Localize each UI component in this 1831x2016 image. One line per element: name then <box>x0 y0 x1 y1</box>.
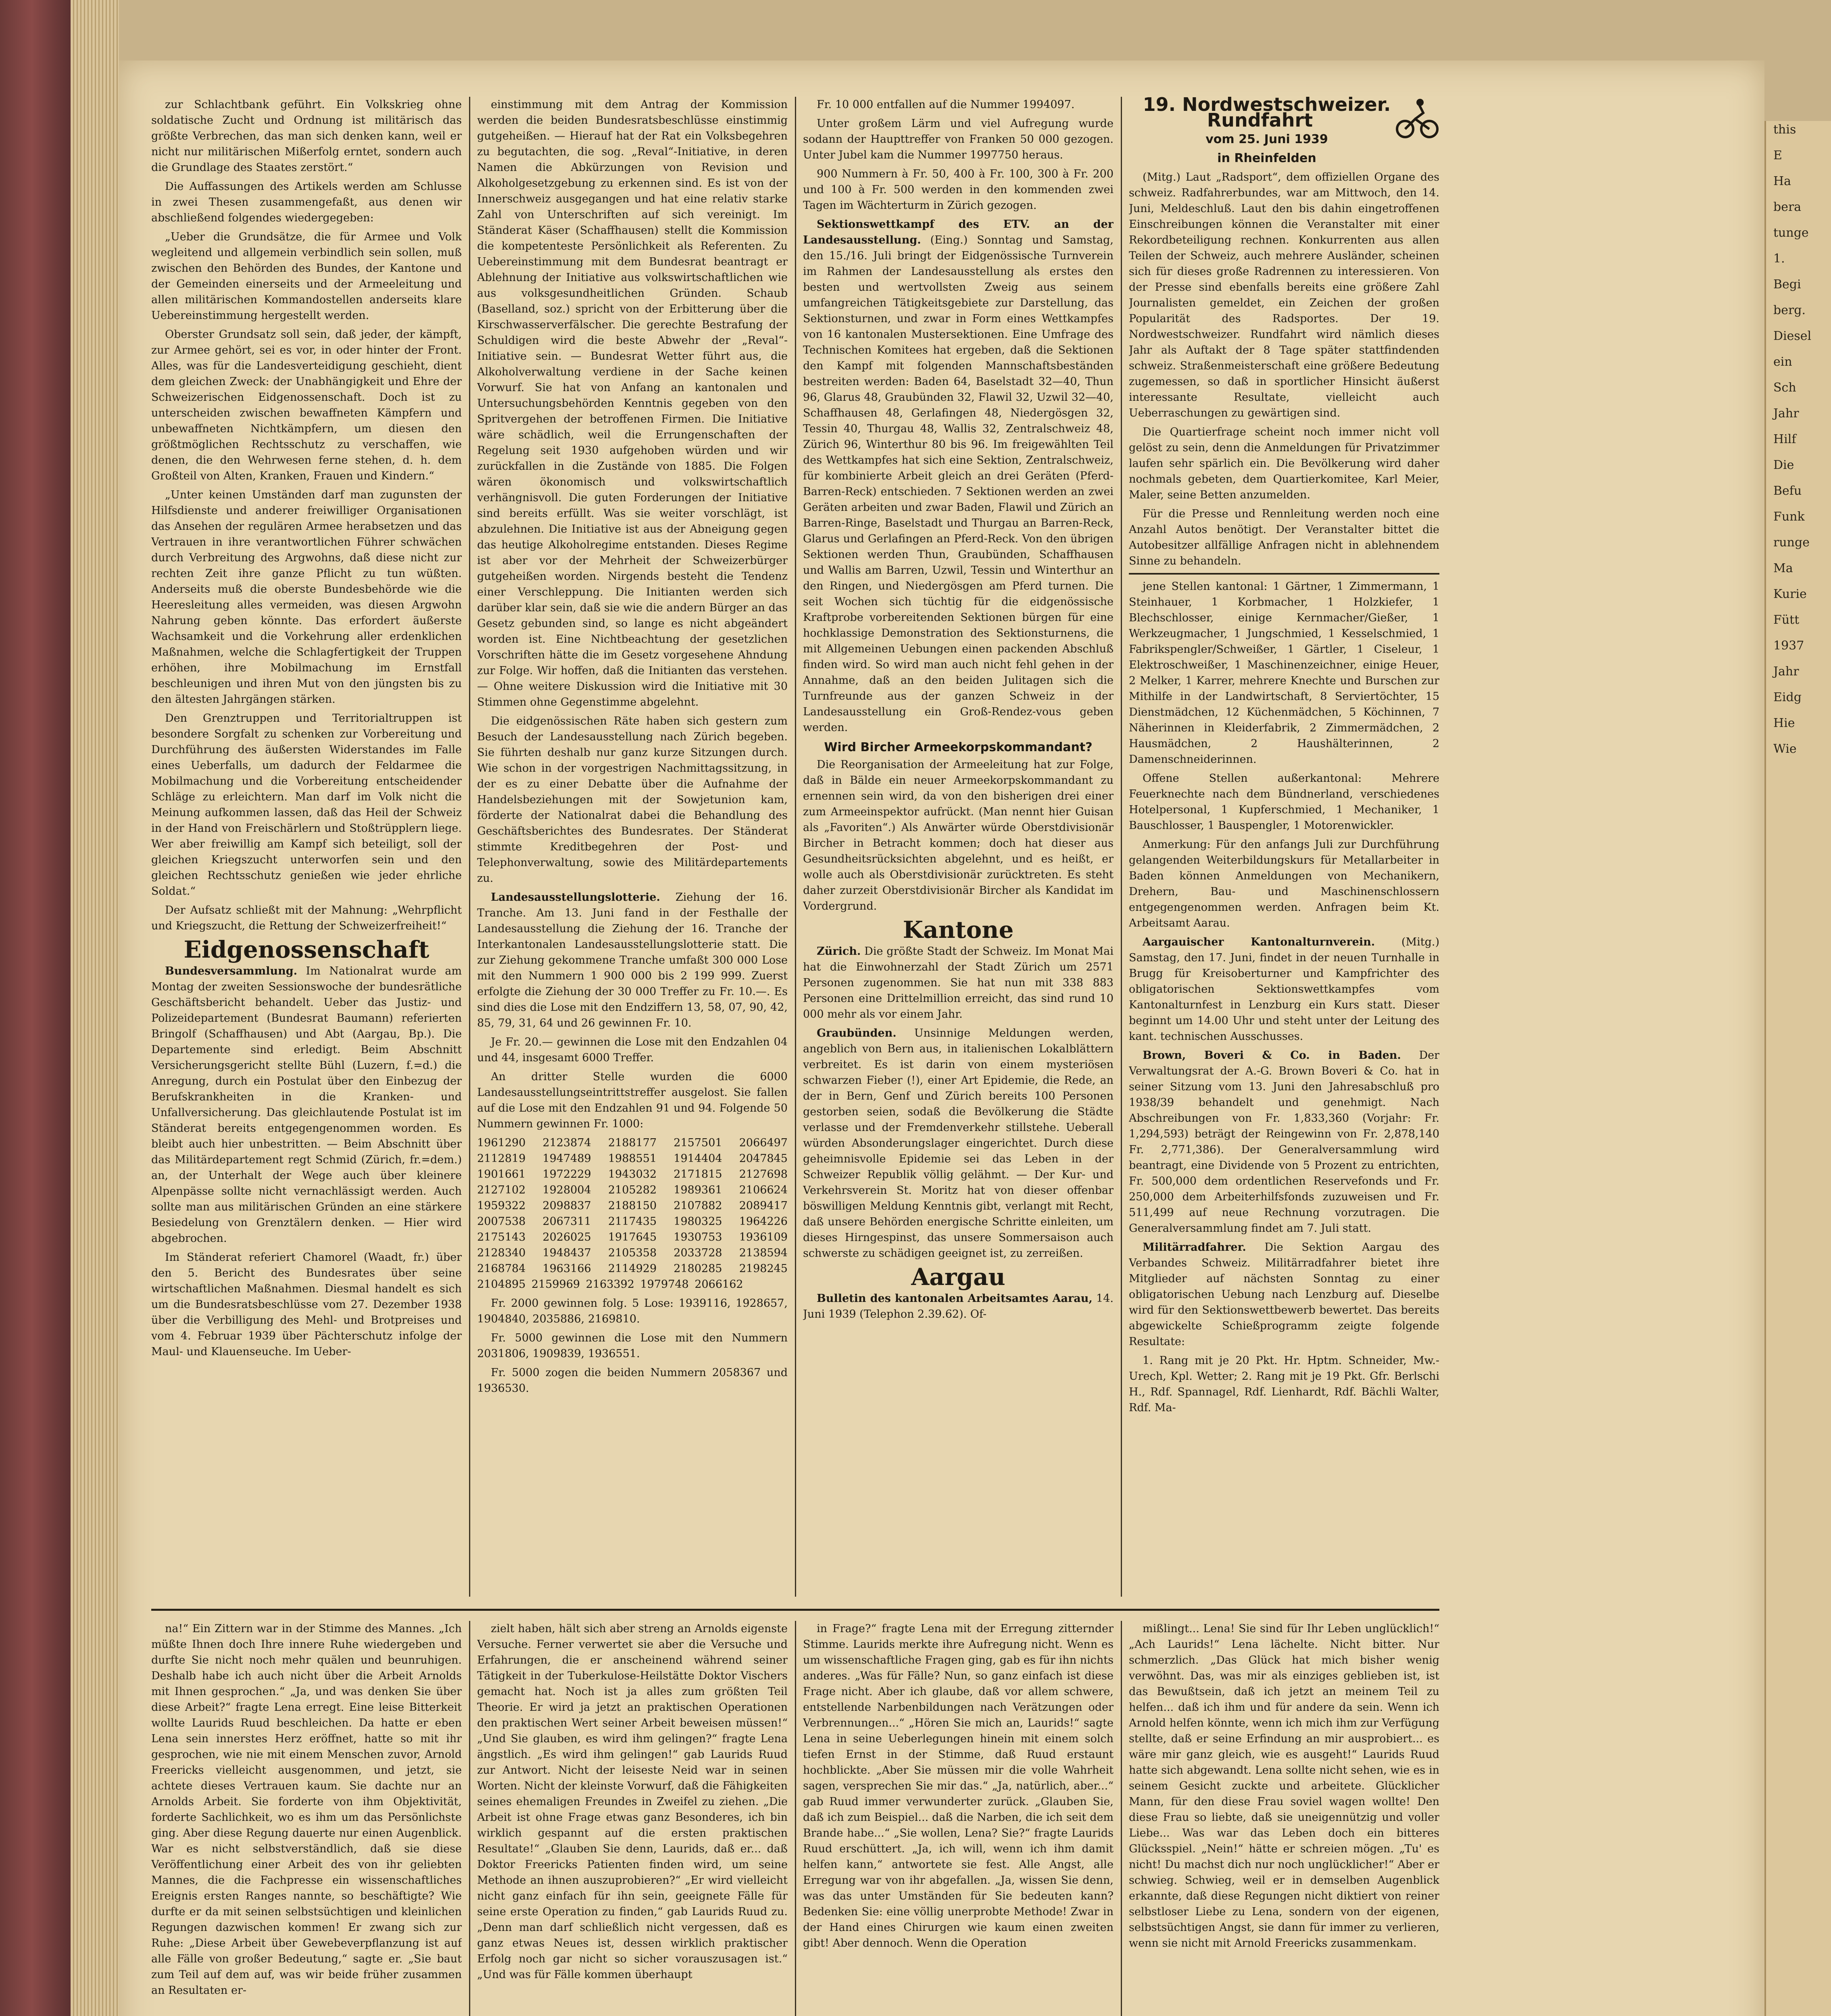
book-spine <box>0 0 71 2016</box>
fragment-text: Ma <box>1773 561 1793 575</box>
fragment-text: Eidg <box>1773 690 1802 704</box>
article-text: Die Auffassungen des Artikels werden am Schlusse in zwei Thesen zusammengefaßt, aus denen wir abschließend folgendes wiedergegeben: <box>151 180 462 224</box>
article-title: Bundesversammlung. <box>165 965 298 977</box>
column-2 <box>477 97 788 1597</box>
column-1 <box>151 97 462 1597</box>
article-text: 1. Rang mit je 20 Pkt. Hr. Hptm. Schneider, Mw.-Urech, Kpl. Wetter; 2. Rang mit je 19 Pkt. Gfr. Berlschi H., Rdf. Spannagel, Rdf. Lienhardt, Rdf. Bächli Walter, Rdf. Ma- <box>1129 1354 1439 1414</box>
article-text: zur Schlachtbank geführt. Ein Volkskrieg ohne soldatische Zucht und Ordnung ist militärisch das größte Verbrechen, das man sich denken kann, weil er nicht nur militärischen Mißerfolg erntet, sondern auch die Grundlage des Staates zerstört.“ <box>151 98 462 174</box>
article-text: Offene Stellen außerkantonal: Mehrere Feuerknechte nach dem Bündnerland, verschiedenes Hotelpersonal, 1 Kupferschmied, 1 Mechaniker, 1 Bauschlosser, 1 Bauspengler, 1 Motorenwickler. <box>1129 772 1439 832</box>
article-text: (Mitg.) Laut „Radsport“, dem offiziellen Organe des schweiz. Radfahrerbundes, war am Mittwoch, den 14. Juni, Meldeschluß. Laut den bis dahin eingetroffenen Einschreibungen können die Veranstalter mit einer Rekordbeteiligung rechnen. Konkurrenten aus allen Teilen der Schweiz, auch mehrere Ausländer, scheinen sich für dieses große Radrennen zu interessieren. Von der Presse sind ebenfalls bereits eine größere Zahl Journalisten gemeldet, ein Zeichen der großen Popularität des Radsportes. Der 19. Nordwestschweizer. Rundfahrt wird nämlich dieses Jahr als Auftakt der 8 Tage später stattfindenden schweiz. Straßenmeisterschaft eine größere Bedeutung zugemessen, so daß in sportlicher Hinsicht äußerst interessante Resultate, vielleicht auch Ueberraschungen zu gewärtigen sind. <box>1129 171 1439 419</box>
rundfahrt-headline: 19. Nordwestschweizer. Rundfahrt <box>1143 97 1391 131</box>
adjacent-page-fragment <box>1764 121 1831 2016</box>
column-rule <box>1121 1621 1122 2016</box>
fragment-text: Hie <box>1773 716 1795 730</box>
column-3 <box>803 97 1114 1597</box>
column-rule <box>469 1621 470 2016</box>
fragment-text: runge <box>1773 535 1810 550</box>
article-text: Die Quartierfrage scheint noch immer nicht voll gelöst zu sein, denn die Anmeldungen für Privatzimmer laufen sehr spärlich ein. Die Bevölkerung wird daher nochmals gebeten, dem Quartierkomitee, Karl Meier, Maler, seine Betten anzumelden. <box>1129 426 1439 501</box>
newspaper-page <box>119 60 1764 2016</box>
section-divider <box>1129 573 1439 575</box>
article-title: Aargauischer Kantonalturnverein. <box>1143 936 1375 948</box>
story-text: mißlingt... Lena! Sie sind für Ihr Leben unglücklich!“ „Ach Laurids!“ Lena lächelte. Nicht bitter. Nur schmerzlich. „Das Glück hat mich bisher wenig verwöhnt. Das, was mir als einziges geblieben ist, ist das Bewußtsein, daß ich jetzt an meinem Teil zu helfen... daß ich ihm und für andere da sein. Wenn ich Arnold helfen könnte, wenn ich mich ihm zur Verfügung stellte, daß er seine Erfindung an mir ausprobiert... es wäre mir ganz gleich, wie es ausgeht!“ Laurids Ruud hatte sich abgewandt. Lena sollte nicht sehen, wie es in seinem Gesicht zuckte und arbeitete. Glücklicher Mann, für den diese Frau soviel wagen wollte! Den diese Frau so liebte, daß sie uneigennützig und voller Liebe... Was war das Leben doch ein bitteres Glücksspiel. „Nein!“ hätte er schreien mögen. „Tu' es nicht! Du machst dich nur noch unglücklicher!“ Aber er schwieg. Schwieg, weil er in demselben Augenblick erkannte, daß diese Regungen nicht diktiert von reiner selbstloser Liebe zu Lena, sondern von der eigenen, selbstsüchtigen Angst, sie dann für immer zu verlieren, wenn sie nicht mit Arnold Freericks zusammenkam. <box>1129 1622 1439 1949</box>
article-title: Sektionswettkampf des ETV. an der Landesausstellung. <box>803 218 1114 246</box>
column-rule <box>1121 97 1122 1597</box>
fragment-text: 1937 <box>1773 639 1804 653</box>
article-text: Bulletin des kantonalen Arbeitsamtes Aarau, 14. Juni 1939 (Telephon 2.39.62). Of- <box>803 1292 1114 1320</box>
fragment-text: this <box>1773 123 1796 137</box>
fragment-text: E <box>1773 148 1782 162</box>
article-text: Unter großem Lärm und viel Aufregung wurde sodann der Haupttreffer von Franken 50 000 gezogen. Unter Jubel kam die Nummer 1997750 heraus. <box>803 117 1114 161</box>
article-text: jene Stellen kantonal: 1 Gärtner, 1 Zimmermann, 1 Steinhauer, 1 Korbmacher, 1 Holzkiefer, 1 Blechschlosser, einige Kernmacher/Gießer, 1 Werkzeugmacher, 1 Jungschmied, 1 Kesselschmied, 1 Fabrikspengler/Schweißer, 1 Gärtler, 1 Ciseleur, 1 Elektroschweißer, 1 Maschinenzeichner, einige Heuer, 2 Melker, 1 Karrer, mehrere Knechte und Burschen zur Mithilfe in der Landwirtschaft, 8 Serviertöchter, 15 Dienstmädchen, 12 Küchenmädchen, 5 Köchinnen, 7 Näherinnen in Kleiderfabrik, 2 Zimmermädchen, 2 Hausmädchen, 2 Haushälterinnen, 2 Damenschneiderinnen. <box>1129 580 1439 766</box>
fragment-text: tunge <box>1773 226 1809 240</box>
fragment-text: berg. <box>1773 303 1806 317</box>
rundfahrt-place: in Rheinfelden <box>1217 151 1316 165</box>
article-title: Landesausstellungslotterie. <box>491 891 660 904</box>
fragment-text: Funk <box>1773 510 1805 524</box>
article-text: Fr. 5000 zogen die beiden Nummern 2058367 und 1936530. <box>477 1366 788 1395</box>
fragment-text: bera <box>1773 200 1802 214</box>
article-text: Für die Presse und Rennleitung werden noch eine Anzahl Autos benötigt. Der Veranstalter bittet die Autobesitzer allfällige Anfragen nicht in ablehnendem Sinne zu behandeln. <box>1129 508 1439 567</box>
fragment-text: Ha <box>1773 174 1791 188</box>
fragment-text: Jahr <box>1773 406 1799 421</box>
article-text: Landesausstellungslotterie. Ziehung der 16. Tranche. Am 13. Juni fand in der Festhalle der Landesausstellung die Ziehung der 16. Tranche der Interkantonalen Landesausstellungslotterie statt. Die zur Ziehung gekommene Tranche umfaßt 300 000 Lose mit den Nummern 1 900 000 bis 2 199 999. Zuerst erfolgte die Ziehung der 30 000 Treffer zu Fr. 10.—. Es sind dies die Lose mit den Endziffern 13, 58, 07, 90, 42, 85, 79, 31, 64 und 26 gewinnen Fr. 10. <box>477 891 788 1029</box>
fragment-text: Jahr <box>1773 664 1799 679</box>
section-heading: Kantone <box>903 916 1014 943</box>
lottery-numbers: 1961290 2123874 2188177 2157501 2066497 2112819 1947489 1988551 1914404 2047845 1901661 1972229 1943032 2171815 2127698 2127102 1928004 2105282 1989361 2106624 1959322 2098837 2188150 2107882 2089417 2007538 2067311 2117435 1980325 1964226 2175143 2026025 1917645 1930753 1936109 2128340 1948437 2105358 2033728 2138594 2168784 1963166 2114929 2180285 2198245 2104895 2159969 2163392 1979748 2066162 <box>477 1137 788 1291</box>
article-text: Brown, Boveri & Co. in Baden. Der Verwaltungsrat der A.-G. Brown Boveri & Co. hat in seiner Sitzung vom 13. Juni den Jahresabschluß pro 1938/39 behandelt und genehmigt. Nach Abschreibungen von Fr. 1,833,360 (Vorjahr: Fr. 1,294,593) beträgt der Reingewinn von Fr. 2,878,140 Fr. 2,771,386). Der Generalversammlung wird beantragt, eine Dividende von 5 Prozent zu entrichten, Fr. 500,000 dem ordentlichen Reservefonds und Fr. 250,000 dem Arbeiterhilfsfonds zuzuweisen und Fr. 511,499 auf neue Rechnung vorzutragen. Die Generalversammlung findet am 7. Juli statt. <box>1129 1049 1439 1235</box>
article-text: „Unter keinen Umständen darf man zugunsten der Hilfsdienste und anderer freiwilliger Organisationen das Ansehen der regulären Armee herabsetzen und das Vertrauen in ihre verantwortlichen Führer schwächen durch Verbreitung des Argwohns, daß diese nicht zur rechten Zeit ihre ganze Pflicht zu tun wüßten. Anderseits muß die oberste Bundesbehörde wie die Heeresleitung alles vermeiden, was diesen Argwohn Nahrung geben könnte. Das erfordert äußerste Wachsamkeit und die Vorkehrung aller erdenklichen Maßnahmen, welche die Schlagfertigkeit der Truppen erhöhen, ihre Mobilmachung im Ernstfall beschleunigen und ihren Mut von den jüngsten bis zu den ältesten Jahrgängen stärken. <box>151 489 462 706</box>
article-text: Die eidgenössischen Räte haben sich gestern zum Besuch der Landesausstellung nach Zürich begeben. Sie führten deshalb nur ganz kurze Sitzungen durch. Wie schon in der vorgestrigen Nachmittagssitzung, in der es zu einer Debatte über die Aufnahme der Handelsbeziehungen mit der Sowjetunion kam, förderte der Nationalrat dabei die Behandlung des Geschäftsberichtes des Bundesrates. Der Ständerat stimmte Kreditbegehren der Post- und Telephonverwaltung, sowie des Militärdepartements zu. <box>477 715 788 885</box>
article-text: „Ueber die Grundsätze, die für Armee und Volk wegleitend und allgemein verbindlich sein sollen, muß zwischen den Behörden des Bundes, der Kantone und der Gemeinden einerseits und der Armeeleitung und allen militärischen Kommandostellen anderseits klare Uebereinstimmung hergestellt werden. <box>151 231 462 322</box>
rundfahrt-date: vom 25. Juni 1939 <box>1205 132 1328 146</box>
article-text: Sektionswettkampf des ETV. an der Landesausstellung. (Eing.) Sonntag und Samstag, den 15./16. Juli bringt der Eidgenössische Turnverein im Rahmen der Landesausstellung als erstes den besten und wertvollsten Zweig aus seinem umfangreichen Tätigkeitsgebiete zur Darstellung, das Sektionsturnen, und zwar in Form eines Wettkampfes von 16 kantonalen Mustersektionen. Eine Umfrage des Technischen Komitees hat ergeben, daß die Sektionen den Kampf mit folgenden Mannschaftsbeständen bestreiten werden: Baden 64, Baselstadt 32—40, Thun 96, Glarus 48, Graubünden 32, Flawil 32, Uzwil 32—40, Schaffhausen 48, Gerlafingen 48, Niedergösgen 32, Tessin 40, Thurgau 48, Wallis 32, Zentralschweiz 48, Zürich 96, Winterthur 80 bis 96. Im freigewählten Teil des Wettkampfes hat sich eine Sektion, Zentralschweiz, für kombinierte Arbeit gleich an drei Geräten (Pferd-Barren-Reck) entschieden. 7 Sektionen werden an zwei Geräten arbeiten und zwar Baden, Flawil und Zürich an Barren-Ringe, Baselstadt und Thurgau an Barren-Reck, Glarus und Gerlafingen an Pferd-Reck. Von den übrigen Sektionen werden Thun, Graubünden, Schaffhausen und Wallis am Barren, Uzwil, Tessin und Winterthur an den Ringen, und Niedergösgen am Pferd turnen. Die seit Wochen sich tüchtig für die eidgenössische Kraftprobe vorbereitenden Sektionen bürgen für eine hochklassige Demonstration des Sektionsturnens, die mit Allgemeinen Uebungen einen packenden Abschluß finden wird. So wird man auch nicht fehl gehen in der Annahme, daß an den beiden Julitagen sich die Turnfreunde aus der ganzen Schweiz in der Landesausstellung ein Groß-Rendez-vous geben werden. <box>803 218 1114 734</box>
fragment-text: Diesel <box>1773 329 1812 343</box>
article-title: Militärradfahrer. <box>1143 1241 1246 1254</box>
article-text: Fr. 5000 gewinnen die Lose mit den Nummern 2031806, 1909839, 1936551. <box>477 1332 788 1360</box>
article-title: Zürich. <box>817 945 861 958</box>
feuilleton-rule <box>151 1609 1439 1611</box>
feuilleton-column-2 <box>477 1621 788 2016</box>
fragment-text: Fütt <box>1773 613 1800 627</box>
section-heading: Aargau <box>911 1263 1005 1291</box>
feuilleton-column-3 <box>803 1621 1114 2016</box>
article-text: 900 Nummern à Fr. 50, 400 à Fr. 100, 300 à Fr. 200 und 100 à Fr. 500 werden in den kommenden zwei Tagen im Wächterturm in Zürich gezogen. <box>803 168 1114 212</box>
feuilleton-column-1 <box>151 1621 462 2016</box>
article-text: Zürich. Die größte Stadt der Schweiz. Im Monat Mai hat die Einwohnerzahl der Stadt Zürich um 2571 Personen zugenommen. Sie hat nun mit 338 883 Personen eine Drittelmillion erreicht, das sind rund 10 000 mehr als vor einem Jahr. <box>803 945 1114 1020</box>
article-text: Die Reorganisation der Armeeleitung hat zur Folge, daß in Bälde ein neuer Armeekorpskommandant zu ernennen sein wird, da von den bisherigen drei einer zum Armeeinspektor aufrückt. (Man nennt hier Guisan als „Favoriten“.) Als Anwärter würde Oberstdivisionär Bircher in Betracht kommen; doch hat dieser aus Gesundheitsrücksichten abgelehnt, und es heißt, er wolle auch als Oberstdivisionär zurücktreten. Es steht daher zurzeit Oberstdivisionär Bircher als Kandidat im Vordergrund. <box>803 758 1114 912</box>
article-text: Bundesversammlung. Im Nationalrat wurde am Montag der zweiten Sessionswoche der bundesrätliche Geschäftsbericht behandelt. Ueber das Justiz- und Polizeidepartement (Bundesrat Baumann) referierten Bringolf (Schaffhausen) und Abt (Aargau, Bp.). Die Departemente sind erledigt. Beim Abschnitt Versicherungsgericht stellte Bühl (Luzern, f.=d.) die Anregung, durch ein Postulat über den Einbezug der Berufskrankheiten in die Kranken- und Unfallversicherung. Das gleichlautende Postulat ist im Ständerat bereits entgegengenommen worden. Es bleibt auch hier unbestritten. — Beim Abschnitt über das Militärdepartement regt Schmid (Zürich, fr.=dem.) an, der Unterhalt der Wege auch über kleinere Alpenpässe sollte nicht vernachlässigt werden. Auch sollte man aus militärischen Gründen an eine stärkere Besiedelung von Grenztälern denken. — Hier wird abgebrochen. <box>151 965 462 1245</box>
article-text: Fr. 2000 gewinnen folg. 5 Lose: 1939116, 1928657, 1904840, 2035886, 2169810. <box>477 1297 788 1325</box>
fragment-text: 1. <box>1773 252 1785 266</box>
article-title: Wird Bircher Armeekorpskommandant? <box>824 740 1093 754</box>
article-text: Im Ständerat referiert Chamorel (Waadt, fr.) über den 5. Bericht des Bundesrates über seine wirtschaftlichen Maßnahmen. Diesmal handelt es sich um die Bundesratsbeschlüsse vom 27. Dezember 1938 über die Verbilligung des Mehl- und Brotpreises und vom 4. Februar 1939 über Pächterschutz infolge der Maul- und Klauenseuche. Im Ueber- <box>151 1251 462 1358</box>
column-rule <box>469 97 470 1597</box>
fragment-text: Befu <box>1773 484 1802 498</box>
story-text: na!“ Ein Zittern war in der Stimme des Mannes. „Ich müßte Ihnen doch Ihre innere Ruhe wiedergeben und durfte Sie nicht noch mehr quälen und beunruhigen. Deshalb habe ich auch nicht über die Arbeit Arnolds mit Ihnen gesprochen.“ „Ja, und was denken Sie über diese Arbeit?“ fragte Lena erregt. Eine leise Bitterkeit wollte Laurids Ruud beschleichen. Da hatte er eben Lena sein innerstes Herz eröffnet, hatte so mit ihr gesprochen, wie nie mit einem Menschen zuvor, Arnold Freericks vielleicht ausgenommen, und jetzt, sie achtete dieses Vertrauen kaum. Sie dachte nur an Arnolds Arbeit. Sie forderte von ihm Objektivität, forderte Sachlichkeit, wo es ihm um das Persönlichste ging. Aber diese Regung dauerte nur einen Augenblick. War es nicht selbstverständlich, daß sie diese Veröffentlichung einer Arbeit des von ihr geliebten Mannes, die die Fachpresse ein wissenschaftliches Ereignis ersten Ranges nannte, so beschäftigte? Wie durfte er da mit seinen selbstsüchtigen und kleinlichen Regungen dazwischen kommen! Er zwang sich zur Ruhe: „Diese Arbeit über Gewebeverpflanzung ist auf alle Fälle von großer Bedeutung,“ sagte er. „Sie baut zum Teil auf dem auf, was wir beide früher zusammen an Resultaten er- <box>151 1622 462 1997</box>
section-heading: Eidgenossenschaft <box>184 936 430 963</box>
article-text: Fr. 10 000 entfallen auf die Nummer 1994097. <box>817 98 1075 111</box>
article-title: Bulletin des kantonalen Arbeitsamtes Aarau, <box>817 1292 1093 1305</box>
article-text: Oberster Grundsatz soll sein, daß jeder, der kämpft, zur Armee gehört, sei es vor, in oder hinter der Front. Alles, was für die Landesverteidigung geschieht, dient dem gleichen Zweck: der Unabhängigkeit und Ehre der Schweizerischen Eidgenossenschaft. Doch ist zu unterscheiden zwischen bewaffneten Kämpfern und unbewaffneten Nichtkämpfern, um diesen den größtmöglichen Rechtsschutz zu verschaffen, wie denen, die den Wehrwesen ferne stehen, d. h. dem Großteil von Alten, Kranken, Frauen und Kindern.“ <box>151 328 462 482</box>
story-text: zielt haben, hält sich aber streng an Arnolds eigenste Versuche. Ferner verwertet sie aber die Versuche und Erfahrungen, die er anscheinend während seiner Tätigkeit in der Tuberkulose-Heilstätte Doktor Vischers gemacht hat. Noch ist ja alles zum größten Teil Theorie. Er wird ja jetzt an praktischen Operationen den praktischen Wert seiner Arbeit beweisen müssen!“ „Und Sie glauben, es wird ihm gelingen?“ fragte Lena ängstlich. „Es wird ihm gelingen!“ gab Laurids Ruud zur Antwort. Nicht der leiseste Neid war in seinen Worten. Nicht der kleinste Vorwurf, daß die Fähigkeiten seines ehemaligen Freundes in Zweifel zu ziehen. „Die Arbeit ist ohne Frage etwas ganz Besonderes, ich bin wirklich gespannt auf die ersten praktischen Resultate!“ „Glauben Sie denn, Laurids, daß er... daß Doktor Freericks Patienten finden wird, um seine Methode an ihnen auszuprobieren?“ „Er wird vielleicht nicht ganz einfach für ihn sein, geeignete Fälle für seine erste Operation zu finden,“ gab Laurids Ruud zu. „Denn man darf schließlich nicht vergessen, daß es ganz etwas Neues ist, dessen wirklich praktischer Erfolg noch gar nicht so sicher vorauszusagen ist.“ „Und was für Fälle kommen überhaupt <box>477 1622 788 1981</box>
article-text: Graubünden. Unsinnige Meldungen werden, angeblich von Bern aus, in italienischen Lokalblättern verbreitet. Es ist darin von einem mysteriösen schwarzen Fieber (!), einer Art Epidemie, die Rede, an der in Bern, Genf und Zürich bereits 100 Personen gestorben seien, sodaß die Bevölkerung die Städte verlasse und der Fremdenverkehr stillstehe. Ueberall würden Absonderungslager eingerichtet. Durch diese geheimnisvolle Epidemie sei das Leben in der Schweizer Republik völlig gelähmt. — Der Kur- und Verkehrsverein St. Moritz hat von dieser offenbar böswilligen Meldung Kenntnis gibt, verlangt mit Recht, daß unsere Behörden energische Schritte einleiten, um dieses Hirngespinst, das unsere Sommersaison auch schwerste zu schädigen geeignet ist, zu zerreißen. <box>803 1027 1114 1260</box>
article-text: Anmerkung: Für den anfangs Juli zur Durchführung gelangenden Weiterbildungskurs für Metallarbeiter in Baden können Anmeldungen von Mechanikern, Drehern, Bau- und Maschinenschlossern entgegengenommen werden. Anfragen beim Kt. Arbeitsamt Aarau. <box>1129 838 1439 929</box>
fragment-text: Sch <box>1773 381 1796 395</box>
fragment-text: Begi <box>1773 277 1801 292</box>
page-stack-edge <box>71 0 119 2016</box>
article-text: Je Fr. 20.— gewinnen die Lose mit den Endzahlen 04 und 44, insgesamt 6000 Treffer. <box>477 1036 788 1064</box>
fragment-text: Kurie <box>1773 587 1807 601</box>
fragment-text: Wie <box>1773 742 1797 756</box>
article-title: Graubünden. <box>817 1027 897 1039</box>
article-text: Aargauischer Kantonalturnverein. (Mitg.) Samstag, den 17. Juni, findet in der neuen Turnhalle in Brugg für Kreisoberturner und Kampfrichter des obligatorischen Sektionswettkampfes vom Kantonalturnfest in Lenzburg ein Kurs statt. Dieser beginnt um 14.00 Uhr und steht unter der Leitung des kant. technischen Ausschusses. <box>1129 936 1439 1043</box>
article-text: einstimmung mit dem Antrag der Kommission werden die beiden Bundesratsbeschlüsse einstimmig gutgeheißen. — Hierauf hat der Rat ein Volksbegehren zu begutachten, die sog. „Reval“-Initiative, in deren Namen die Abkürzungen von Revision und Alkoholgesetzgebung zu erkennen sind. Es ist von der Innerschweiz ausgegangen und hat eine relativ starke Zahl von Unterschriften auf sich vereinigt. Im Ständerat Käser (Schaffhausen) stellt die Kommission die kompetenteste Persönlichkeit als Referenten. Zu Uebereinstimmung mit dem Bundesrat beantragt er Ablehnung der Initiative aus volkswirtschaftlichen wie aus volksgesundheitlichen Gründen. Schaub (Baselland, soz.) spricht von der Erbitterung über die Kirschwasserverfälscher. Die gerechte Bestrafung der Schuldigen wird die beste Abwehr der „Reval“-Initiative sein. — Bundesrat Wetter führt aus, die Alkoholverwaltung verdiene in der Sache keinen Vorwurf. Sie hat von Anfang an kantonalen und Untersuchungsbehörden Kenntnis gegeben von den Spritvergehen der betroffenen Firmen. Die Initiative wäre schädlich, weil die Errungenschaften der Regelung seit 1930 aufgehoben würden und wir zurückfallen in die Zustände von 1885. Die Folgen wären ökonomisch und volkswirtschaftlich verhängnisvoll. Die guten Forderungen der Initiative sind bereits erfüllt. Was sie weiter vorschlägt, ist abzulehnen. Die Initiative ist aus der Abneigung gegen das heutige Alkoholregime entstanden. Dieses Regime ist aber vor der Mehrheit der Schweizerbürger gutgeheißen worden. Nirgends besteht die Tendenz einer Verschleppung. Die Initianten werden sich darüber klar sein, daß sie wie die andern Bürger an das Gesetz gebunden sind, so lange es nicht abgeändert worden ist. Eine Nichtbeachtung der gesetzlichen Vorschriften hätte die im Gesetz vorgesehene Ahndung zur Folge. Wir hoffen, daß die Initianten das verstehen. — Ohne weitere Diskussion wird die Initiative mit 30 Stimmen ohne Gegenstimme abgelehnt. <box>477 98 788 708</box>
article-text: Militärradfahrer. Die Sektion Aargau des Verbandes Schweiz. Militärradfahrer bietet ihre Mitglieder auf nächsten Sonntag zu einer obligatorischen Uebung nach Lenzburg auf. Dieselbe wird für den Sektionswettbewerb bewertet. Das bereits abgewickelte Schießprogramm zeigte folgende Resultate: <box>1129 1241 1439 1348</box>
article-text: Den Grenztruppen und Territorialtruppen ist besondere Sorgfalt zu schenken zur Vorbereitung und Durchführung des äußersten Widerstandes im Falle eines Ueberfalls, um dadurch der Feldarmee die Mobilmachung und die Vorbereitung entscheidender Schläge zu erleichtern. Man darf im Volk nicht die Meinung aufkommen lassen, daß das Heil der Schweiz in der Hand von Freischärlern und Stoßtrüpplern liege. Wer aber freiwillig am Kampf sich beteiligt, soll der gleichen Kriegszucht unterworfen sein und den gleichen Rechtsschutz genießen wie jeder ehrliche Soldat.“ <box>151 712 462 898</box>
article-text: An dritter Stelle wurden die 6000 Landesausstellungseintrittstreffer ausgelost. Sie fallen auf die Lose mit den Endzahlen 91 und 94. Folgende 50 Nummern gewinnen Fr. 1000: <box>477 1070 788 1130</box>
rundfahrt-header <box>1129 97 1439 166</box>
article-title: Brown, Boveri & Co. in Baden. <box>1143 1049 1401 1062</box>
feuilleton-column-4 <box>1129 1621 1439 2016</box>
fragment-text: Die <box>1773 458 1794 472</box>
fragment-text: Hilf <box>1773 432 1796 446</box>
story-text: in Frage?“ fragte Lena mit der Erregung zitternder Stimme. Laurids merkte ihre Aufregung nicht. Wenn es um wissenschaftliche Fragen ging, gab es für ihn nichts anderes. „Was für Fälle? Nun, so ganz einfach ist diese Frage nicht. Aber ich glaube, daß vor allem schwere, entstellende Narbenbildungen nach Verätzungen oder Verbrennungen...“ „Hören Sie mich an, Laurids!“ sagte Lena in seine Ueberlegungen hinein mit einem solch tiefen Ernst in der Stimme, daß Ruud erstaunt hochblickte. „Aber Sie müssen mir die volle Wahrheit sagen, versprechen Sie mir das.“ „Ja, natürlich, aber...“ gab Ruud immer verwunderter zurück. „Glauben Sie, daß ich zum Beispiel... daß die Narben, die ich seit dem Brande habe...“ „Sie wollen, Lena? Sie?“ fragte Laurids Ruud erschüttert. „Ja, ich will, wenn ich ihm damit helfen kann,“ antwortete sie fest. Alle Angst, alle Erregung war von ihr abgefallen. „Ja, wissen Sie denn, was das unter Umständen für Sie bedeuten kann? Bedenken Sie: eine völlig unerprobte Methode! Zwar in der Hand eines Chirurgen wie kaum einen zweiten gibt! Aber dennoch. Wenn die Operation <box>803 1622 1114 1949</box>
column-rule <box>795 1621 796 2016</box>
column-4 <box>1129 97 1439 1597</box>
column-rule <box>795 97 796 1597</box>
article-text: Der Aufsatz schließt mit der Mahnung: „Wehrpflicht und Kriegszucht, die Rettung der Schweizerfreiheit!“ <box>151 904 462 932</box>
fragment-text: ein <box>1773 355 1792 369</box>
cyclist-icon <box>1395 97 1439 141</box>
